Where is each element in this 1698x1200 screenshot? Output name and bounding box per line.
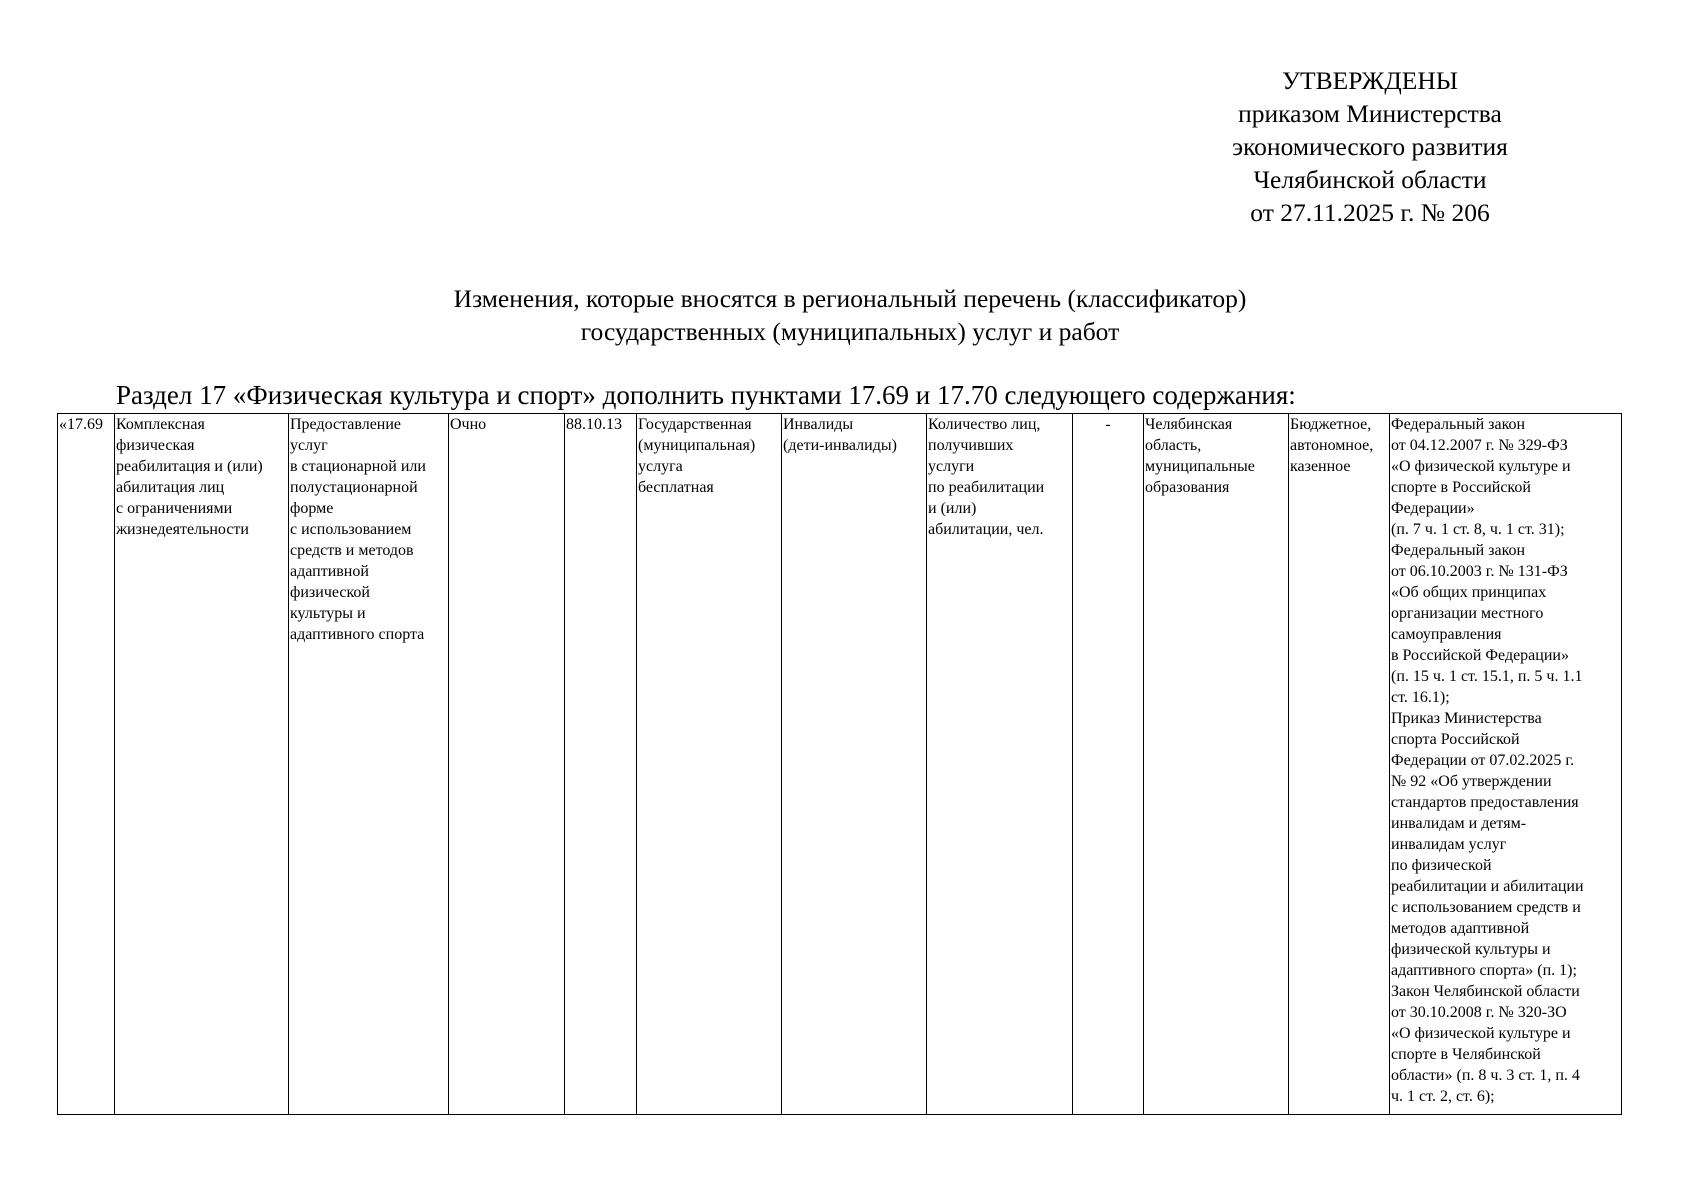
cell-text-line: самоуправления xyxy=(1391,626,1502,643)
cell-text-line: спорте в Челябинской xyxy=(1391,1046,1541,1063)
cell-text-line: форме xyxy=(290,500,334,517)
cell-text-line: реабилитации и абилитации xyxy=(1391,878,1584,895)
cell-text-line: инвалидам услуг xyxy=(1391,836,1507,853)
intro-paragraph: Раздел 17 «Физическая культура и спорт» дополнить пунктами 17.69 и 17.70 следующего содержания: xyxy=(116,380,1296,410)
cell-text-line: по физической xyxy=(1391,857,1492,874)
cell-text-line: казенное xyxy=(1290,458,1351,475)
cell-text-line: адаптивной xyxy=(290,563,369,580)
cell-text-line: муниципальные xyxy=(1145,458,1255,475)
cell-text-line: ч. 1 ст. 2, ст. 6); xyxy=(1391,1088,1495,1105)
cell-text-line: в стационарной или xyxy=(290,458,426,475)
approval-line: от 27.11.2025 г. № 206 xyxy=(1250,198,1490,227)
cell-legal-basis xyxy=(1390,414,1622,1115)
services-table xyxy=(57,413,1622,1115)
cell-indicator xyxy=(927,414,1073,1115)
cell-text-line: «17.69 xyxy=(59,416,103,433)
cell-text-line: Федеральный закон xyxy=(1391,542,1526,559)
cell-text-line: жизнедеятельности xyxy=(116,521,249,538)
cell-text-line: Бюджетное, xyxy=(1290,416,1372,433)
cell-text-line: (муниципальная) xyxy=(638,437,756,454)
cell-text-line: спорта Российской xyxy=(1391,731,1520,748)
cell-content xyxy=(289,414,449,1115)
cell-text-line: услуга xyxy=(638,458,683,475)
cell-text-line: 88.10.13 xyxy=(566,416,622,433)
cell-form xyxy=(449,414,565,1115)
cell-service-name xyxy=(115,414,289,1115)
approval-line: экономического развития xyxy=(1232,132,1508,161)
title-line: Изменения, которые вносятся в региональный перечень (классификатор) xyxy=(453,284,1247,313)
cell-text-line: организации местного xyxy=(1391,605,1544,622)
cell-text-line: от 04.12.2007 г. № 329-ФЗ xyxy=(1391,437,1568,454)
cell-text-line: Очно xyxy=(450,416,487,433)
cell-text-line: абилитации, чел. xyxy=(928,521,1044,538)
cell-text-line: средств и методов xyxy=(290,542,414,559)
cell-text-line: Закон Челябинской области xyxy=(1391,983,1580,1000)
cell-text-line: с ограничениями xyxy=(116,500,233,517)
cell-consumers xyxy=(782,414,927,1115)
cell-okved xyxy=(565,414,637,1115)
cell-text-line: услуг xyxy=(290,437,328,454)
cell-text-line: полустационарной xyxy=(290,479,418,496)
cell-text-line: адаптивного спорта» (п. 1); xyxy=(1391,962,1577,979)
cell-text-line: (п. 15 ч. 1 ст. 15.1, п. 5 ч. 1.1 xyxy=(1391,668,1583,685)
cell-text-line: Предоставление xyxy=(290,416,402,433)
cell-text-line: бесплатная xyxy=(638,479,714,496)
cell-text-line: адаптивного спорта xyxy=(290,626,425,643)
cell-text-line: от 06.10.2003 г. № 131-ФЗ xyxy=(1391,563,1568,580)
cell-text-line: (дети-инвалиды) xyxy=(783,437,897,454)
table-row xyxy=(58,414,1622,1115)
cell-text-line: - xyxy=(1105,416,1111,433)
cell-text-line: с использованием xyxy=(290,521,412,538)
cell-text-line: спорте в Российской xyxy=(1391,479,1531,496)
cell-text-line: № 92 «Об утверждении xyxy=(1391,773,1552,790)
cell-number xyxy=(58,414,115,1115)
cell-text-line: автономное, xyxy=(1290,437,1374,454)
cell-text-line: Инвалиды xyxy=(783,416,854,433)
cell-text-line: и (или) xyxy=(928,500,977,517)
cell-institution-type xyxy=(1289,414,1390,1115)
cell-dash xyxy=(1073,414,1144,1115)
cell-text-line: физической культуры и xyxy=(1391,941,1551,958)
cell-text-line: от 30.10.2008 г. № 320-ЗО xyxy=(1391,1004,1567,1021)
cell-text-line: реабилитация и (или) xyxy=(116,458,263,475)
cell-text-line: Количество лиц, xyxy=(928,416,1041,433)
cell-text-line: «О физической культуре и xyxy=(1391,458,1571,475)
cell-text-line: услуги xyxy=(928,458,975,475)
cell-text-line: Приказ Министерства xyxy=(1391,710,1542,727)
title-line: государственных (муниципальных) услуг и работ xyxy=(580,317,1120,346)
cell-text-line: Федерации» xyxy=(1391,500,1475,517)
cell-text-line: (п. 7 ч. 1 ст. 8, ч. 1 ст. 31); xyxy=(1391,521,1565,538)
cell-text-line: инвалидам и детям- xyxy=(1391,815,1527,832)
approval-line: УТВЕРЖДЕНЫ xyxy=(1282,66,1458,95)
cell-text-line: абилитация лиц xyxy=(116,479,225,496)
cell-text-line: культуры и xyxy=(290,605,366,622)
cell-text-line: с использованием средств и xyxy=(1391,899,1581,916)
cell-text-line: в Российской Федерации» xyxy=(1391,647,1569,664)
cell-text-line: Челябинская xyxy=(1145,416,1233,433)
cell-authority xyxy=(1144,414,1289,1115)
cell-text-line: «Об общих принципах xyxy=(1391,584,1547,601)
cell-text-line: область, xyxy=(1145,437,1202,454)
approval-stamp xyxy=(1200,64,1540,229)
document-title xyxy=(300,282,1400,348)
cell-type xyxy=(637,414,782,1115)
approval-line: Челябинской области xyxy=(1253,165,1487,194)
approval-line: приказом Министерства xyxy=(1238,99,1502,128)
cell-text-line: Комплексная xyxy=(116,416,205,433)
cell-text-line: ст. 16.1); xyxy=(1391,689,1450,706)
cell-text-line: Государственная xyxy=(638,416,752,433)
cell-text-line: Федеральный закон xyxy=(1391,416,1526,433)
cell-text-line: физическая xyxy=(116,437,195,454)
cell-text-line: методов адаптивной xyxy=(1391,920,1530,937)
cell-text-line: физической xyxy=(290,584,370,601)
cell-text-line: стандартов предоставления xyxy=(1391,794,1579,811)
cell-text-line: «О физической культуре и xyxy=(1391,1025,1571,1042)
cell-text-line: Федерации от 07.02.2025 г. xyxy=(1391,752,1575,769)
cell-text-line: области» (п. 8 ч. 3 ст. 1, п. 4 xyxy=(1391,1067,1580,1084)
cell-text-line: образования xyxy=(1145,479,1230,496)
cell-text-line: получивших xyxy=(928,437,1014,454)
cell-text-line: по реабилитации xyxy=(928,479,1045,496)
